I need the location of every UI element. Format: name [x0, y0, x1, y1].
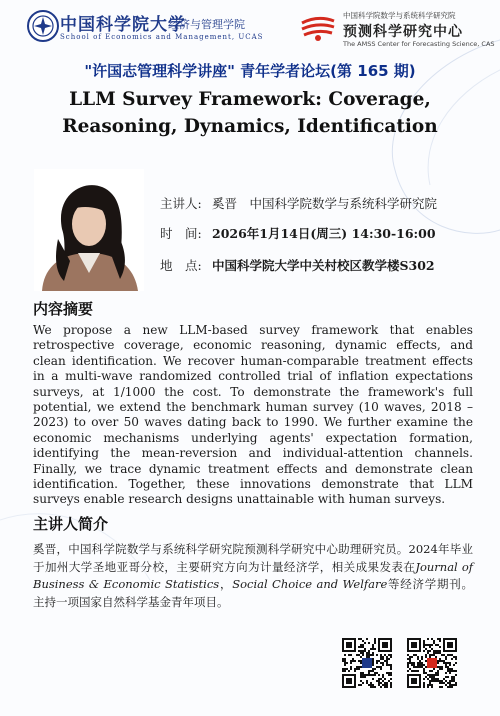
place-label: 地 点: [160, 258, 202, 273]
bio-journal1: Journal of Business & Economic Statistics [33, 559, 474, 591]
talk-title-line1: LLM Survey Framework: Coverage, [69, 89, 431, 110]
time-value: 2026年1月14日(周三) 14:30-16:00 [212, 226, 436, 241]
abstract-text: We propose a new LLM-based survey framework that enables retrospective coverage, economic reasoning, dynamic effects, and clean identification. We recover human-comparable treatment effects in a multi-wave randomized controlled trial of inflation expectations surveys, at 1/1000 the cost. To demonstrate the framework's full potential, we extend the benchmark human survey (10 waves, 2018 – 2023) to over 50 waves dating back to 1990. We further examine the economic mechanisms underlying agents' expectation formation, identifying the mean-reversion and individual-attention channels. Finally, we trace dynamic treatment effects and demonstrate clean identification. Together, these innovations demonstrate that LLM surveys enable research designs unattainable with human surveys. [33, 323, 473, 507]
qr-code-right[interactable] [407, 638, 457, 688]
ucas-name: 中国科学院大学 [60, 15, 186, 35]
time-label: 时 间: [160, 226, 202, 241]
bio-journal2: Social Choice and Welfare [232, 577, 388, 591]
amss-institute: 中国科学院数学与系统科学研究院 [343, 11, 456, 20]
header [0, 0, 500, 58]
place-row [160, 256, 435, 274]
amss-logo-icon [300, 13, 336, 43]
place-value: 中国科学院大学中关村校区教学楼S302 [212, 258, 435, 273]
speaker-label: 主讲人: [160, 196, 202, 211]
amss-center-name: 预测科学研究中心 [343, 24, 463, 40]
speaker-photo [34, 169, 144, 291]
qr-code-left[interactable] [342, 638, 392, 688]
speaker-value: 奚晋 中国科学院数学与系统科学研究院 [212, 196, 438, 211]
amss-center-english: The AMSS Center for Forecasting Science, CAS [343, 40, 495, 48]
speaker-row [160, 194, 437, 212]
bio-text [33, 541, 473, 611]
ucas-emblem-icon [27, 10, 59, 42]
time-row [160, 224, 436, 242]
ucas-department: 经济与管理学院 [168, 18, 245, 31]
bio-separator: ， [219, 577, 233, 591]
talk-title-line2: Reasoning, Dynamics, Identification [62, 116, 438, 137]
bio-part1: 奚晋，中国科学院数学与系统科学研究院预测科学研究中心助理研究员。2024年毕业于加州大学圣地亚哥分校，主要研究方向为计量经济学，相关成果发表在 [33, 542, 473, 574]
lecture-series-title: "许国志管理科学讲座" 青年学者论坛(第 165 期) [84, 62, 416, 80]
bio-heading: 主讲人简介 [33, 515, 109, 533]
abstract-heading: 内容摘要 [33, 300, 94, 318]
bio-part2: 等经济学期刊。主持一项国家自然科学基金青年项目。 [33, 577, 474, 609]
ucas-name-english: School of Economics and Management, UCAS [60, 33, 264, 41]
